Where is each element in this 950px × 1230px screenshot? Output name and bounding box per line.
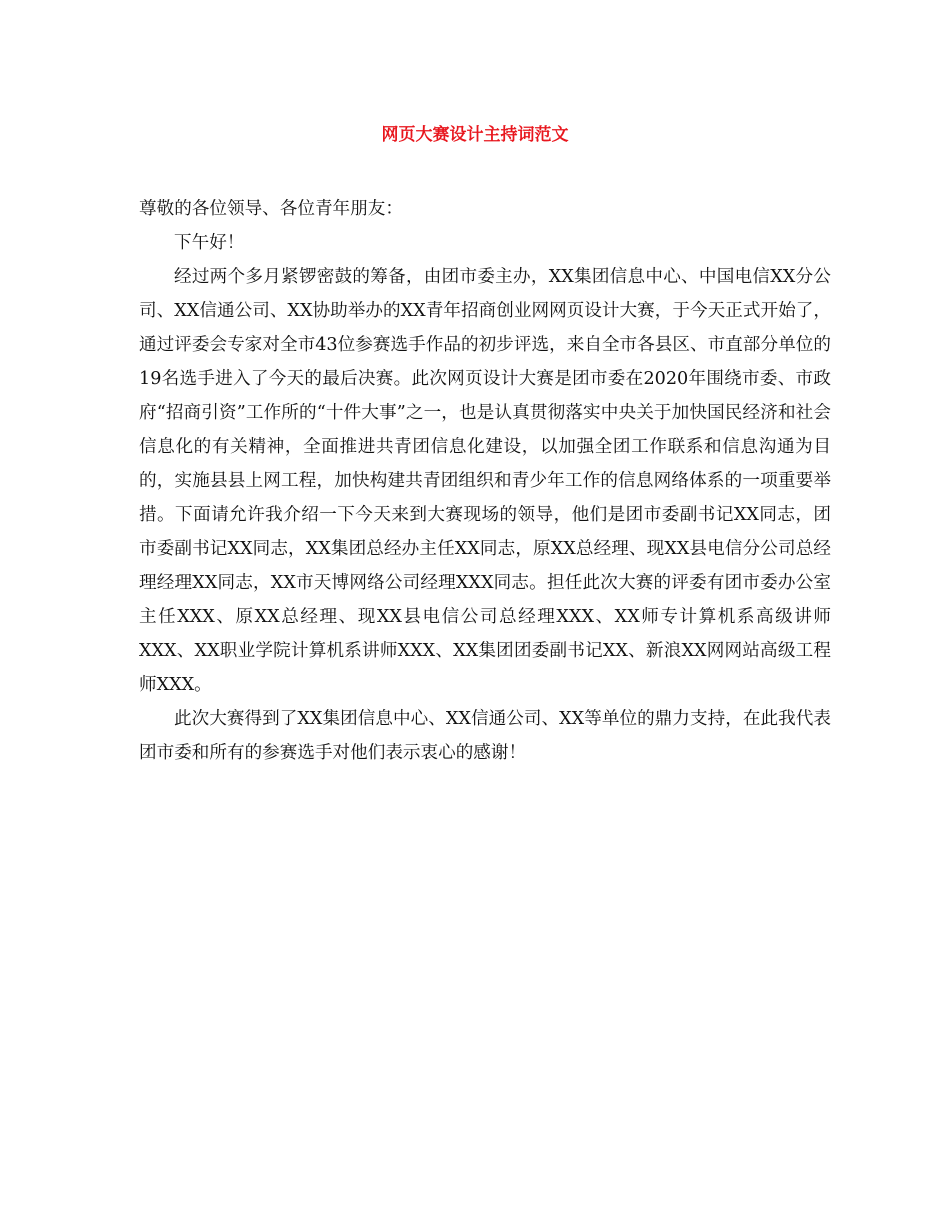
paragraph-1: 经过两个多月紧锣密鼓的筹备，由团市委主办，XX集团信息中心、中国电信XX分公司、XX信通公司、XX协助举办的XX青年招商创业网网页设计大赛，于今天正式开始了，通过评委会专家对全市43位参赛选手作品的初步评选，来自全市各县区、市直部分单位的19名选手进入了今天的最后决赛。此次网页设计大赛是团市委在2020年围绕市委、市政府“招商引资”工作所的“十件大事”之一，也是认真贯彻落实中央关于加快国民经济和社会信息化的有关精神，全面推进共青团信息化建设，以加强全团工作联系和信息沟通为目的，实施县县上网工程，加快构建共青团组织和青少年工作的信息网络体系的一项重要举措。下面请允许我介绍一下今天来到大赛现场的领导，他们是团市委副书记XX同志，团市委副书记XX同志，XX集团总经办主任XX同志，原XX总经理、现XX县电信分公司总经理经理XX同志，XX市天博网络公司经理XXX同志。担任此次大赛的评委有团市委办公室主任XXX、原XX总经理、现XX县电信公司总经理XXX、XX师专计算机系高级讲师XXX、XX职业学院计算机系讲师XXX、XX集团团委副书记XX、新浪XX网网站高级工程师XXX。 bbox=[139, 267, 831, 695]
document-body bbox=[139, 192, 831, 770]
paragraph-2: 此次大赛得到了XX集团信息中心、XX信通公司、XX等单位的鼎力支持，在此我代表团市委和所有的参赛选手对他们表示衷心的感谢！ bbox=[139, 709, 831, 763]
document-title: 网页大赛设计主持词范文 bbox=[381, 125, 569, 145]
salutation: 尊敬的各位领导、各位青年朋友： bbox=[139, 199, 403, 219]
greeting: 下午好！ bbox=[174, 233, 245, 253]
